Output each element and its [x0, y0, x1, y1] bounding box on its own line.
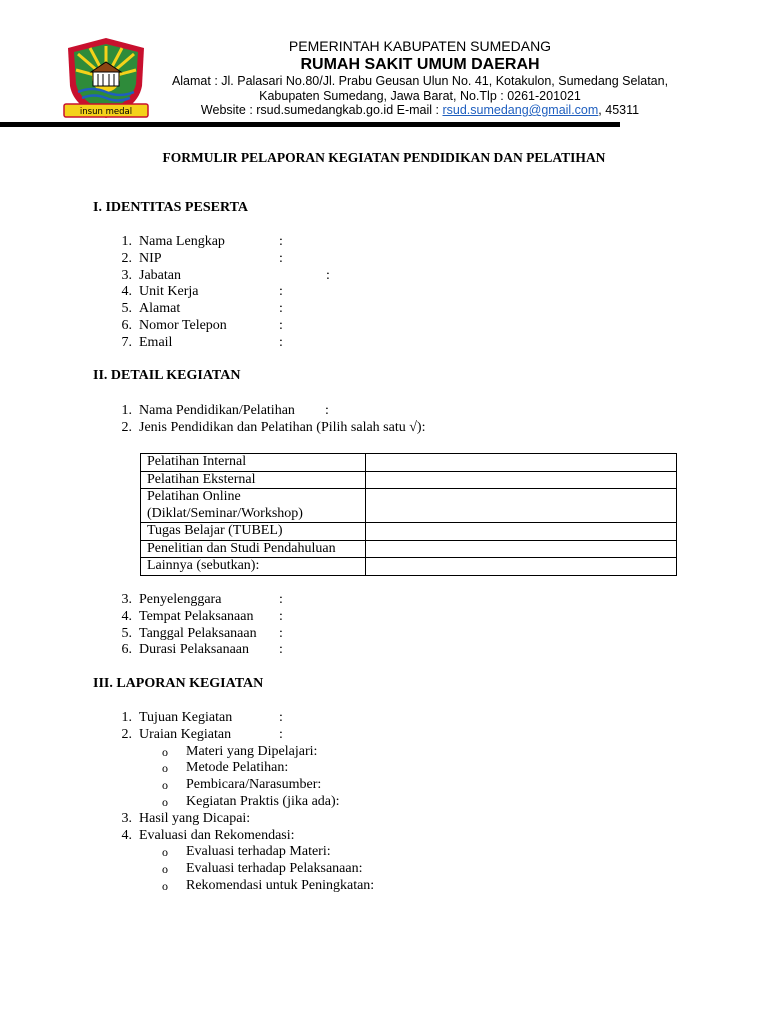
training-type-label	[141, 523, 366, 541]
training-type-checkbox-cell[interactable]	[366, 558, 677, 576]
header-divider	[0, 122, 620, 127]
item-number: 4.	[121, 284, 132, 300]
sumedang-emblem-icon	[60, 34, 152, 122]
bullet-icon: o	[162, 794, 168, 809]
training-type-table	[140, 453, 677, 576]
training-type-label	[141, 454, 366, 472]
item-number: 2.	[121, 726, 132, 742]
training-type-text: Lainnya (sebutkan):	[147, 558, 260, 573]
item-number: 7.	[121, 334, 132, 350]
government-name: PEMERINTAH KABUPATEN SUMEDANG	[288, 38, 552, 54]
field-colon: :	[279, 710, 283, 725]
item-number: 5.	[121, 625, 132, 641]
letterhead-text	[150, 38, 690, 118]
training-type-label	[141, 540, 366, 558]
training-type-label	[141, 558, 366, 576]
training-type-text: Pelatihan Online	[147, 489, 241, 504]
item-label: Unit Kerja	[139, 284, 199, 300]
training-type-row	[141, 523, 677, 541]
field-colon: :	[326, 267, 330, 283]
bullet-icon: o	[162, 862, 168, 877]
field-colon: :	[279, 250, 283, 266]
sub-item-label: Rekomendasi untuk Peningkatan:	[186, 877, 375, 893]
item-label: Nama Lengkap	[139, 234, 225, 249]
training-type-checkbox-cell[interactable]	[366, 540, 677, 558]
section-2-heading: II. DETAIL KEGIATAN	[93, 368, 241, 383]
item-number: 3.	[121, 810, 132, 826]
item-label: Nomor Telepon	[139, 317, 227, 333]
bullet-icon: o	[162, 878, 168, 893]
item-label: Tujuan Kegiatan	[139, 710, 233, 725]
training-type-text: Penelitian dan Studi Pendahuluan	[147, 540, 336, 556]
section-1-heading: I. IDENTITAS PESERTA	[93, 200, 248, 215]
form-title: FORMULIR PELAPORAN KEGIATAN PENDIDIKAN DAN PELATIHAN	[162, 150, 606, 165]
training-type-text: Tugas Belajar (TUBEL)	[147, 523, 283, 538]
training-type-text: Pelatihan Eksternal	[147, 471, 256, 487]
item-label: Evaluasi dan Rekomendasi:	[139, 827, 295, 843]
bullet-icon: o	[162, 744, 168, 759]
item-label: Durasi Pelaksanaan	[139, 642, 250, 658]
training-type-label	[141, 489, 366, 523]
address-line-2: Kabupaten Sumedang, Jawa Barat, No.Tlp : 0261-201021	[259, 88, 581, 103]
field-colon: :	[279, 608, 283, 624]
item-number: 1.	[121, 234, 132, 249]
sub-item-label: Evaluasi terhadap Materi:	[186, 844, 331, 860]
training-type-checkbox-cell[interactable]	[366, 471, 677, 489]
field-colon: :	[279, 592, 283, 607]
item-number: 1.	[121, 710, 132, 725]
item-label: Jabatan	[139, 267, 181, 283]
sub-item-label: Pembicara/Narasumber:	[186, 777, 322, 793]
emblem-motto: insun medal	[79, 107, 133, 117]
sub-item-label: Metode Pelatihan:	[186, 760, 289, 776]
item-number: 4.	[121, 608, 132, 624]
contact-line	[150, 103, 690, 118]
training-type-text-cont: (Diklat/Seminar/Workshop)	[147, 505, 303, 521]
bullet-icon: o	[162, 761, 168, 776]
sub-item-label: Kegiatan Praktis (jika ada):	[186, 793, 340, 809]
item-number: 2.	[121, 250, 132, 266]
item-label: Alamat	[139, 301, 181, 317]
field-colon: :	[279, 301, 283, 317]
item-number: 5.	[121, 301, 132, 317]
bullet-icon: o	[162, 845, 168, 860]
training-type-checkbox-cell[interactable]	[366, 523, 677, 541]
field-colon: :	[279, 234, 283, 249]
field-colon: :	[279, 317, 283, 333]
section-3-heading: III. LAPORAN KEGIATAN	[93, 676, 264, 691]
field-colon: :	[279, 284, 283, 300]
item-number: 3.	[121, 267, 132, 283]
email-link[interactable]: rsud.sumedang@gmail.com	[442, 103, 599, 117]
item-label: Penyelenggara	[139, 592, 222, 607]
website-text: Website : rsud.sumedangkab.go.id E-mail :	[200, 103, 443, 117]
address-line-1: Alamat : Jl. Palasari No.80/Jl. Prabu Geusan Ulun No. 41, Kotakulon, Sumedang Selatan,	[171, 74, 669, 88]
item-number: 2.	[121, 419, 132, 435]
training-type-row	[141, 558, 677, 576]
item-label: Tempat Pelaksanaan	[139, 608, 254, 624]
item-label: Uraian Kegiatan	[139, 726, 232, 742]
bullet-icon: o	[162, 778, 168, 793]
item-number: 6.	[121, 642, 132, 658]
sub-item-label: Materi yang Dipelajari:	[186, 743, 318, 759]
item-label: Email	[139, 334, 173, 350]
item-label: Hasil yang Dicapai:	[139, 810, 251, 826]
sub-item-label: Evaluasi terhadap Pelaksanaan:	[186, 861, 363, 877]
item-number: 3.	[121, 592, 132, 607]
item-number: 4.	[121, 827, 132, 843]
item-label: Jenis Pendidikan dan Pelatihan (Pilih salah satu √):	[139, 419, 426, 435]
item-label: Nama Pendidikan/Pelatihan	[139, 403, 295, 418]
field-colon: :	[279, 334, 283, 350]
training-type-row	[141, 540, 677, 558]
item-number: 6.	[121, 317, 132, 333]
training-type-row	[141, 489, 677, 523]
training-type-row	[141, 454, 677, 472]
training-type-label	[141, 471, 366, 489]
letterhead	[0, 0, 768, 130]
postal-code: , 45311	[598, 103, 640, 117]
field-colon: :	[279, 625, 283, 641]
training-type-text: Pelatihan Internal	[147, 454, 247, 469]
item-label: Tanggal Pelaksanaan	[139, 625, 257, 641]
training-type-checkbox-cell[interactable]	[366, 489, 677, 523]
field-colon: :	[279, 726, 283, 742]
field-colon: :	[279, 642, 283, 658]
hospital-name: RUMAH SAKIT UMUM DAERAH	[300, 56, 540, 73]
training-type-checkbox-cell[interactable]	[366, 454, 677, 472]
item-label: NIP	[139, 250, 162, 266]
training-type-row	[141, 471, 677, 489]
field-colon: :	[325, 403, 329, 418]
item-number: 1.	[121, 403, 132, 418]
